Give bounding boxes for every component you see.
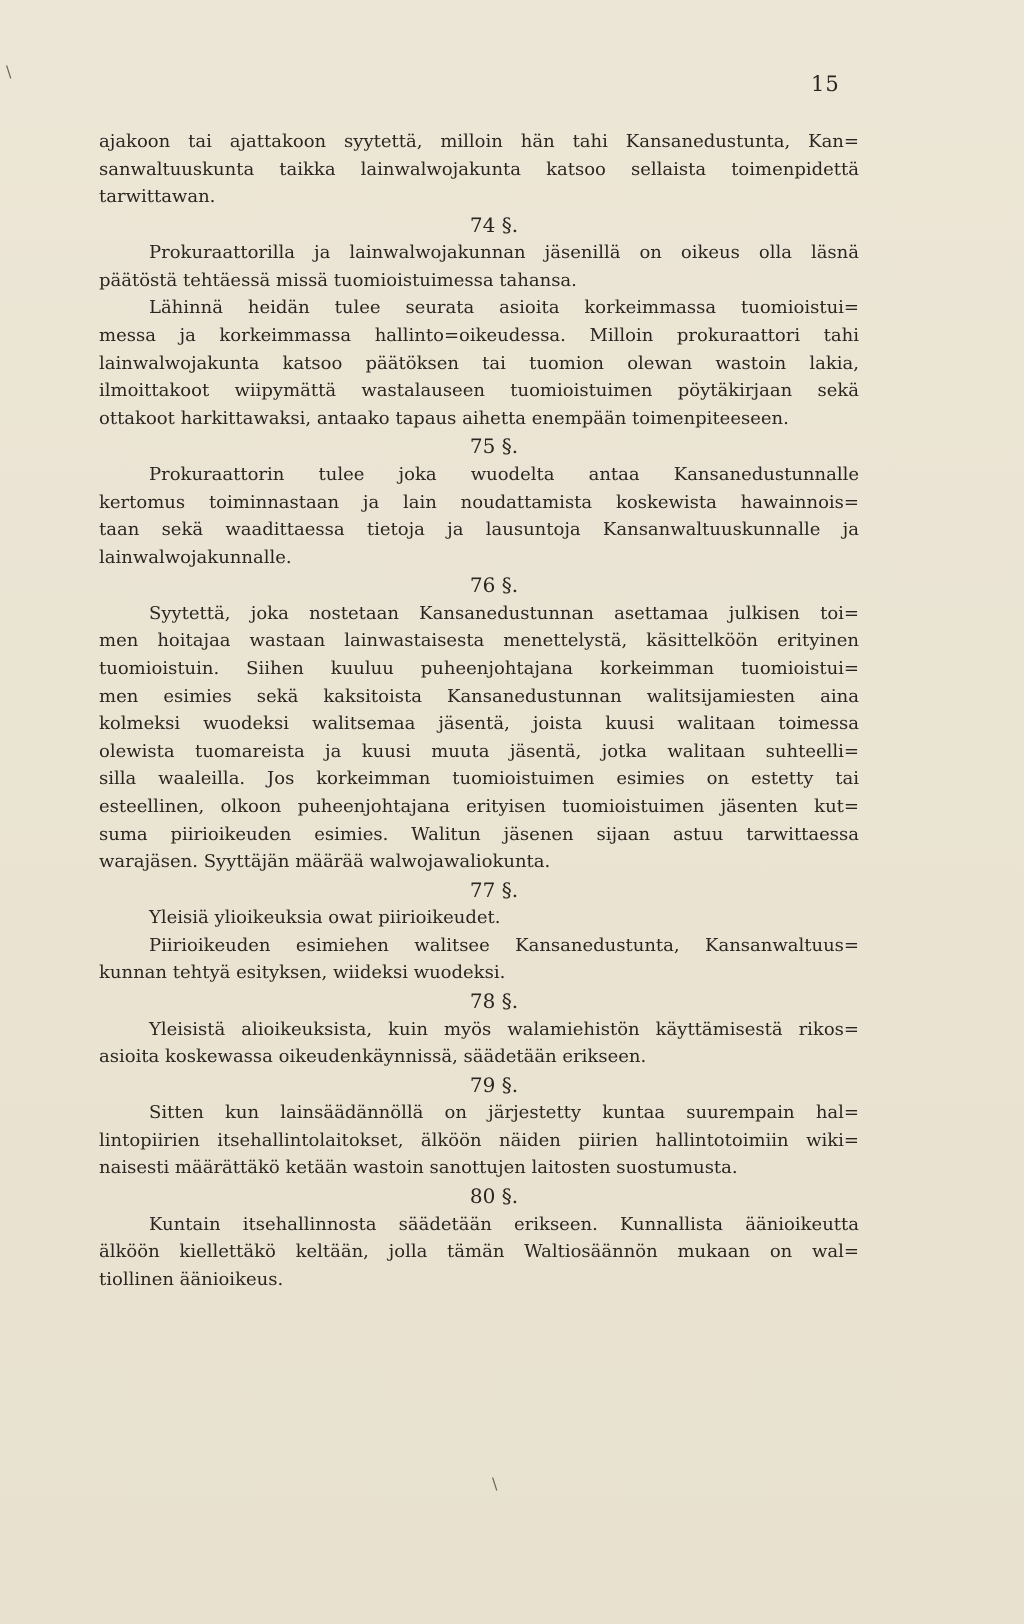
text-line: naisesti määrättäkö ketään wastoin sanottujen laitosten suostumusta. xyxy=(99,1157,738,1179)
section-heading: 80 §. xyxy=(469,1184,519,1208)
section-heading: 76 §. xyxy=(469,573,519,598)
section-80 xyxy=(99,1182,859,1293)
section-heading: 75 §. xyxy=(469,434,519,459)
text-line: men hoitajaa wastaan lainwastaisesta menettelystä, käsittelköön erityinen xyxy=(99,630,859,652)
text-line: Yleisistä alioikeuksista, kuin myös walamiehistön käyttämisestä rikos= xyxy=(149,1018,859,1040)
text-line: taan sekä waadittaessa tietoja ja lausuntoja Kansanwaltuuskunnalle ja xyxy=(99,519,859,541)
section-76 xyxy=(99,571,859,875)
section-74 xyxy=(99,211,859,433)
body-text xyxy=(99,128,859,1293)
text-line: kolmeksi wuodeksi walitsemaa jäsentä, joista kuusi walitaan toimessa xyxy=(99,713,859,735)
text-line: suma piirioikeuden esimies. Walitun jäsenen sijaan astuu tarwittaessa xyxy=(99,823,859,845)
paragraph xyxy=(99,1211,859,1294)
text-line: tiollinen äänioikeus. xyxy=(99,1268,284,1290)
text-line: tarwittawan. xyxy=(99,186,216,208)
text-line: Sitten kun lainsäädännöllä on järjestetty kuntaa suurempain hal= xyxy=(149,1102,859,1124)
section-heading: 74 §. xyxy=(469,212,519,237)
text-line: päätöstä tehtäessä missä tuomioistuimessa tahansa. xyxy=(99,269,577,291)
text-line: Prokuraattorilla ja lainwalwojakunnan jäsenillä on oikeus olla läsnä xyxy=(149,242,859,264)
text-line: messa ja korkeimmassa hallinto=oikeudessa. Milloin prokuraattori tahi xyxy=(99,325,859,347)
text-line: ajakoon tai ajattakoon syytettä, milloin hän tahi Kansanedustunta, Kan= xyxy=(99,131,859,152)
text-line: olewista tuomareista ja kuusi muuta jäsentä, jotka walitaan suhteelli= xyxy=(99,740,859,762)
text-line: warajäsen. Syyttäjän määrää walwojawaliokunta. xyxy=(99,851,551,873)
text-line: Lähinnä heidän tulee seurata asioita korkeimmassa tuomioistui= xyxy=(149,297,859,319)
section-78 xyxy=(99,987,859,1071)
section-heading: 79 §. xyxy=(469,1072,519,1097)
text-line: lainwalwojakunnalle. xyxy=(99,546,292,568)
print-mark: \ xyxy=(6,62,12,81)
text-line: kunnan tehtyä esityksen, wiideksi wuodeksi. xyxy=(99,962,506,984)
section-75 xyxy=(99,432,859,571)
text-line: tuomioistuin. Siihen kuuluu puheenjohtajana korkeimman tuomioistui= xyxy=(99,658,859,679)
paragraph xyxy=(99,128,859,211)
section-heading: 77 §. xyxy=(469,877,519,902)
text-line: ottakoot harkittawaksi, antaako tapaus aihetta enempään toimenpiteeseen. xyxy=(99,407,789,429)
paragraph xyxy=(99,1099,859,1182)
paragraph xyxy=(99,1016,859,1071)
paragraph xyxy=(99,904,859,932)
text-line: sanwaltuuskunta taikka lainwalwojakunta katsoo sellaista toimenpidettä xyxy=(99,158,859,180)
text-line: men esimies sekä kaksitoista Kansanedustunnan walitsijamiesten aina xyxy=(99,685,859,707)
text-line: Prokuraattorin tulee joka wuodelta antaa Kansanedustunnalle xyxy=(149,463,859,485)
text-line: lainwalwojakunta katsoo päätöksen tai tuomion olewan wastoin lakia, xyxy=(99,352,859,374)
text-line: silla waaleilla. Jos korkeimman tuomioistuimen esimies on estetty tai xyxy=(99,768,859,790)
text-line: Yleisiä ylioikeuksia owat piirioikeudet. xyxy=(149,907,501,929)
page-number: 15 xyxy=(811,72,840,96)
text-line: Syytettä, joka nostetaan Kansanedustunnan asettamaa julkisen toi= xyxy=(149,602,859,624)
paragraph xyxy=(99,461,859,571)
text-line: Piirioikeuden esimiehen walitsee Kansanedustunta, Kansanwaltuus= xyxy=(149,934,859,956)
section-heading: 78 §. xyxy=(469,989,519,1014)
print-mark: \ xyxy=(492,1474,498,1493)
paragraph xyxy=(99,239,859,294)
paragraph xyxy=(99,600,859,876)
text-line: lintopiirien itsehallintolaitokset, älköön näiden piirien hallintotoimiin wiki= xyxy=(99,1129,859,1151)
paragraph xyxy=(99,932,859,987)
paragraph xyxy=(99,294,859,432)
text-line: asioita koskewassa oikeudenkäynnissä, säädetään erikseen. xyxy=(99,1046,647,1068)
text-line: älköön kiellettäkö keltään, jolla tämän Waltiosäännön mukaan on wal= xyxy=(99,1241,859,1263)
section-79 xyxy=(99,1071,859,1182)
section-77 xyxy=(99,876,859,987)
text-line: ilmoittakoot wiipymättä wastalauseen tuomioistuimen pöytäkirjaan sekä xyxy=(99,380,859,402)
text-line: esteellinen, olkoon puheenjohtajana erityisen tuomioistuimen jäsenten kut= xyxy=(99,795,859,817)
text-line: kertomus toiminnastaan ja lain noudattamista koskewista hawainnois= xyxy=(99,491,859,513)
text-line: Kuntain itsehallinnosta säädetään erikseen. Kunnallista äänioikeutta xyxy=(149,1213,859,1235)
